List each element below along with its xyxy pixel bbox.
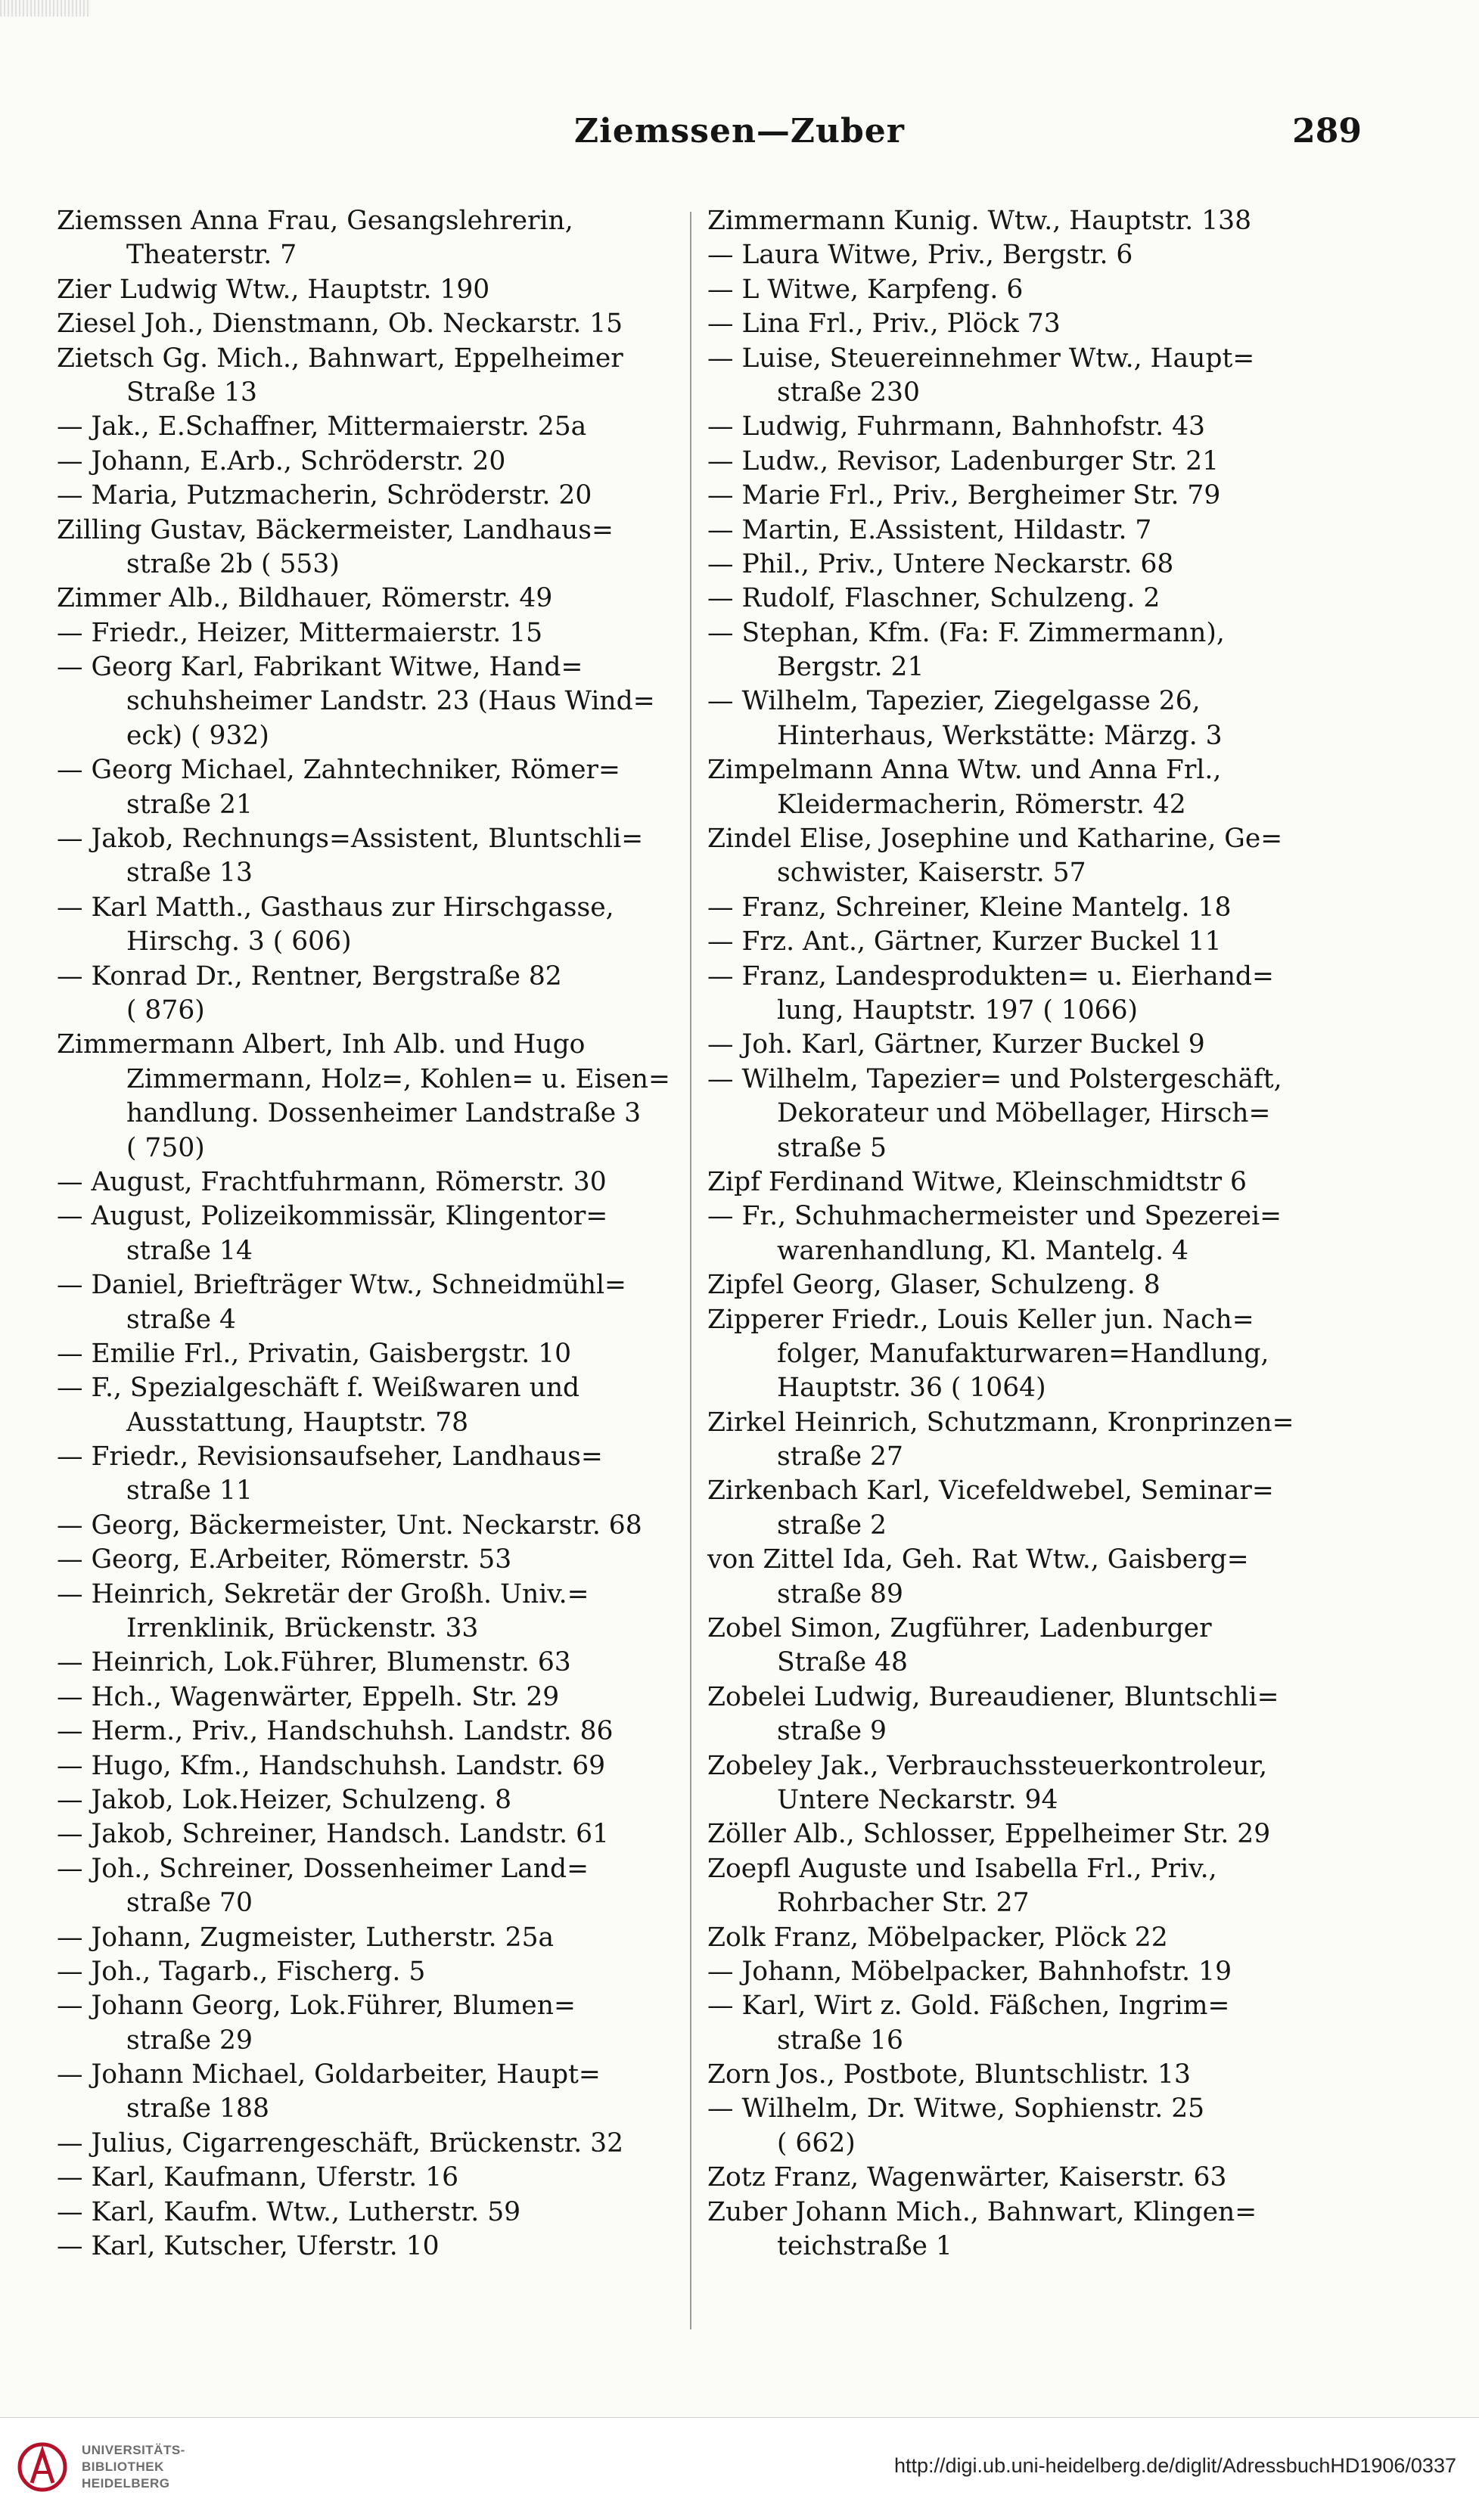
entry-line: Zotz Franz, Wagenwärter, Kaiserstr. 63 [707,2162,1227,2193]
entry-line: — Hugo, Kfm., Handschuhsh. Landstr. 69 [57,1750,606,1781]
entry-line: Zier Ludwig Wtw., Hauptstr. 190 [57,274,490,305]
entry-line: Zuber Johann Mich., Bahnwart, Klingen= [707,2196,1257,2227]
entry-line: Zöller Alb., Schlosser, Eppelheimer Str. 29 [707,1819,1271,1850]
entry-continuation-line: Zimmermann, Holz=, Kohlen= u. Eisen= [126,1063,670,1094]
scan-artifact [0,0,91,17]
entry-line: Zipf Ferdinand Witwe, Kleinschmidtstr 6 [707,1166,1247,1197]
entry-continuation-line: straße 27 [777,1442,903,1473]
logo-line: UNIVERSITÄTS- [82,2443,185,2457]
entry-line: — Daniel, Briefträger Wtw., Schneidmühl= [57,1270,626,1301]
entry-line: Zipfel Georg, Glaser, Schulzeng. 8 [707,1270,1161,1301]
entry-line: Zoepfl Auguste und Isabella Frl., Priv., [707,1853,1217,1884]
entry-line: — Johann Georg, Lok.Führer, Blumen= [57,1991,576,2022]
entry-continuation-line: ( 876) [126,995,205,1026]
entry-line: — Wilhelm, Dr. Witwe, Sophienstr. 25 [707,2093,1205,2124]
entry-line: — F., Spezialgeschäft f. Weißwaren und [57,1373,580,1404]
entry-line: Zimmer Alb., Bildhauer, Römerstr. 49 [57,583,553,614]
entry-line: — Jakob, Schreiner, Handsch. Landstr. 61 [57,1819,609,1850]
entry-line: — Georg, E.Arbeiter, Römerstr. 53 [57,1544,512,1575]
entry-line: — Jak., E.Schaffner, Mittermaierstr. 25a [57,411,587,442]
entry-line: — Lina Frl., Priv., Plöck 73 [707,309,1061,340]
entry-continuation-line: straße 4 [126,1304,237,1335]
entry-line: — Joh. Karl, Gärtner, Kurzer Buckel 9 [707,1029,1205,1060]
entry-continuation-line: Hinterhaus, Werkstätte: Märzg. 3 [777,720,1223,751]
entry-line: von Zittel Ida, Geh. Rat Wtw., Gaisberg= [707,1544,1249,1575]
column-divider [690,212,691,2329]
entry-continuation-line: Straße 13 [126,377,257,408]
entry-continuation-line: straße 2 [777,1510,887,1541]
entry-line: Zimmermann Albert, Inh Alb. und Hugo [57,1029,586,1060]
entry-line: — Karl Matth., Gasthaus zur Hirschgasse, [57,892,614,923]
entry-line: — Wilhelm, Tapezier, Ziegelgasse 26, [707,686,1201,717]
left-column [57,204,685,2264]
entry-line: Zolk Franz, Möbelpacker, Plöck 22 [707,1922,1168,1953]
entry-continuation-line: straße 2b ( 553) [126,548,340,579]
entry-continuation-line: Bergstr. 21 [777,652,924,683]
entry-line: — Rudolf, Flaschner, Schulzeng. 2 [707,583,1161,614]
entry-line: — Friedr., Revisionsaufseher, Landhaus= [57,1442,603,1473]
entry-line: — Maria, Putzmacherin, Schröderstr. 20 [57,480,592,511]
entry-line: Zilling Gustav, Bäckermeister, Landhaus= [57,514,614,545]
entry-line: — Fr., Schuhmachermeister und Spezerei= [707,1201,1282,1232]
entry-line: — Johann Michael, Goldarbeiter, Haupt= [57,2059,601,2090]
entry-line: — Karl, Kaufm. Wtw., Lutherstr. 59 [57,2196,521,2227]
entry-continuation-line: Kleidermacherin, Römerstr. 42 [777,789,1186,820]
library-logo-text [82,2442,185,2492]
entry-continuation-line: straße 13 [126,858,253,889]
entry-line: — Ludwig, Fuhrmann, Bahnhofstr. 43 [707,411,1206,442]
entry-continuation-line: straße 89 [777,1578,903,1609]
entry-continuation-line: straße 230 [777,377,920,408]
entry-continuation-line: eck) ( 932) [126,720,269,751]
entry-continuation-line: straße 9 [777,1716,887,1747]
entry-line: — L Witwe, Karpfeng. 6 [707,274,1024,305]
page-number: 289 [1292,112,1362,151]
entry-line: — Jakob, Lok.Heizer, Schulzeng. 8 [57,1784,512,1815]
entry-line: — Karl, Wirt z. Gold. Fäßchen, Ingrim= [707,1991,1230,2022]
entry-continuation-line: straße 21 [126,789,253,820]
entry-continuation-line: Straße 48 [777,1647,908,1678]
entry-line: — Johann, E.Arb., Schröderstr. 20 [57,445,506,476]
entry-line: — Konrad Dr., Rentner, Bergstraße 82 [57,961,562,992]
entry-line: — Karl, Kutscher, Uferstr. 10 [57,2231,440,2262]
entry-continuation-line: Untere Neckarstr. 94 [777,1784,1058,1815]
right-column [707,204,1335,2264]
entry-continuation-line: warenhandlung, Kl. Mantelg. 4 [777,1235,1188,1266]
entry-line: Zimpelmann Anna Wtw. und Anna Frl., [707,755,1222,786]
footer [0,2417,1479,2520]
entry-line: Zirkenbach Karl, Vicefeldwebel, Seminar= [707,1476,1274,1507]
entry-line: — Luise, Steuereinnehmer Wtw., Haupt= [707,343,1255,374]
entry-continuation-line: Irrenklinik, Brückenstr. 33 [126,1613,479,1644]
entry-line: Ziesel Joh., Dienstmann, Ob. Neckarstr. 15 [57,309,623,340]
entry-line: Zobelei Ludwig, Bureaudiener, Bluntschli= [707,1681,1279,1712]
source-url[interactable]: http://digi.ub.uni-heidelberg.de/diglit/AdressbuchHD1906/0337 [893,2454,1456,2477]
entry-line: — Johann, Möbelpacker, Bahnhofstr. 19 [707,1956,1232,1987]
entry-line: Zietsch Gg. Mich., Bahnwart, Eppelheimer [57,343,623,374]
entry-continuation-line: straße 5 [777,1132,887,1163]
entry-continuation-line: Dekorateur und Möbellager, Hirsch= [777,1098,1271,1129]
entry-line: — Joh., Tagarb., Fischerg. 5 [57,1956,426,1987]
entry-continuation-line: schuhsheimer Landstr. 23 (Haus Wind= [126,686,655,717]
logo-line: HEIDELBERG [82,2476,170,2491]
entry-line: — Joh., Schreiner, Dossenheimer Land= [57,1853,589,1884]
entry-line: — Hch., Wagenwärter, Eppelh. Str. 29 [57,1681,560,1712]
entry-continuation-line: Theaterstr. 7 [126,240,297,271]
entry-line: Zobel Simon, Zugführer, Ladenburger [707,1613,1212,1644]
entry-continuation-line: straße 188 [126,2093,269,2124]
entry-line: — Wilhelm, Tapezier= und Polstergeschäft, [707,1063,1282,1094]
entry-continuation-line: Rohrbacher Str. 27 [777,1888,1030,1919]
entry-line: Zindel Elise, Josephine und Katharine, Ge= [707,824,1283,855]
entry-line: — August, Polizeikommissär, Klingentor= [57,1201,608,1232]
entry-line: Ziemssen Anna Frau, Gesangslehrerin, [57,206,573,236]
logo-line: BIBLIOTHEK [82,2459,164,2474]
entry-line: — Ludw., Revisor, Ladenburger Str. 21 [707,445,1220,476]
entry-continuation-line: straße 11 [126,1476,253,1507]
entry-line: — August, Frachtfuhrmann, Römerstr. 30 [57,1166,607,1197]
entry-line: Zorn Jos., Postbote, Bluntschlistr. 13 [707,2059,1191,2090]
entry-line: — Georg, Bäckermeister, Unt. Neckarstr. 68 [57,1510,642,1541]
entry-line: — Franz, Landesprodukten= u. Eierhand= [707,961,1274,992]
entry-continuation-line: handlung. Dossenheimer Landstraße 3 [126,1098,642,1129]
entry-line: — Georg Michael, Zahntechniker, Römer= [57,755,620,786]
entry-line: Zimmermann Kunig. Wtw., Hauptstr. 138 [707,206,1252,236]
entry-continuation-line: Hirschg. 3 ( 606) [126,926,352,957]
entry-line: — Johann, Zugmeister, Lutherstr. 25a [57,1922,555,1953]
entry-continuation-line: Hauptstr. 36 ( 1064) [777,1373,1046,1404]
entry-line: — Laura Witwe, Priv., Bergstr. 6 [707,240,1133,271]
entry-line: Zobeley Jak., Verbrauchssteuerkontroleur, [707,1750,1268,1781]
page-header [0,112,1479,157]
entry-continuation-line: lung, Hauptstr. 197 ( 1066) [777,995,1139,1026]
entry-line: Zipperer Friedr., Louis Keller jun. Nach= [707,1304,1254,1335]
entry-line: — Julius, Cigarrengeschäft, Brückenstr. 32 [57,2127,624,2158]
entry-continuation-line: straße 70 [126,1888,253,1919]
entry-line: — Phil., Priv., Untere Neckarstr. 68 [707,548,1174,579]
entry-line: — Jakob, Rechnungs=Assistent, Bluntschli= [57,824,644,855]
entry-line: — Heinrich, Sekretär der Großh. Univ.= [57,1578,589,1609]
entry-continuation-line: teichstraße 1 [777,2231,952,2262]
entry-continuation-line: Ausstattung, Hauptstr. 78 [126,1407,469,1438]
entry-line: — Heinrich, Lok.Führer, Blumenstr. 63 [57,1647,571,1678]
entry-line: — Emilie Frl., Privatin, Gaisbergstr. 10 [57,1338,572,1369]
entry-line: — Marie Frl., Priv., Bergheimer Str. 79 [707,480,1221,511]
entry-line: — Martin, E.Assistent, Hildastr. 7 [707,514,1152,545]
entry-continuation-line: folger, Manufakturwaren=Handlung, [777,1338,1269,1369]
entry-line: — Georg Karl, Fabrikant Witwe, Hand= [57,652,583,683]
entry-line: — Frz. Ant., Gärtner, Kurzer Buckel 11 [707,926,1222,957]
entry-continuation-line: straße 14 [126,1235,253,1266]
entry-line: — Friedr., Heizer, Mittermaierstr. 15 [57,617,543,648]
university-seal-icon [17,2438,68,2497]
entry-continuation-line: schwister, Kaiserstr. 57 [777,858,1086,889]
entry-continuation-line: ( 662) [777,2127,856,2158]
entry-line: — Herm., Priv., Handschuhsh. Landstr. 86 [57,1716,614,1747]
entry-line: — Karl, Kaufmann, Uferstr. 16 [57,2162,459,2193]
entry-continuation-line: ( 750) [126,1132,205,1163]
entry-continuation-line: straße 16 [777,2025,903,2056]
entry-line: — Franz, Schreiner, Kleine Mantelg. 18 [707,892,1232,923]
running-title: Ziemssen—Zuber [574,112,905,151]
entry-line: Zirkel Heinrich, Schutzmann, Kronprinzen= [707,1407,1294,1438]
entry-line: — Stephan, Kfm. (Fa: F. Zimmermann), [707,617,1225,648]
entry-continuation-line: straße 29 [126,2025,253,2056]
